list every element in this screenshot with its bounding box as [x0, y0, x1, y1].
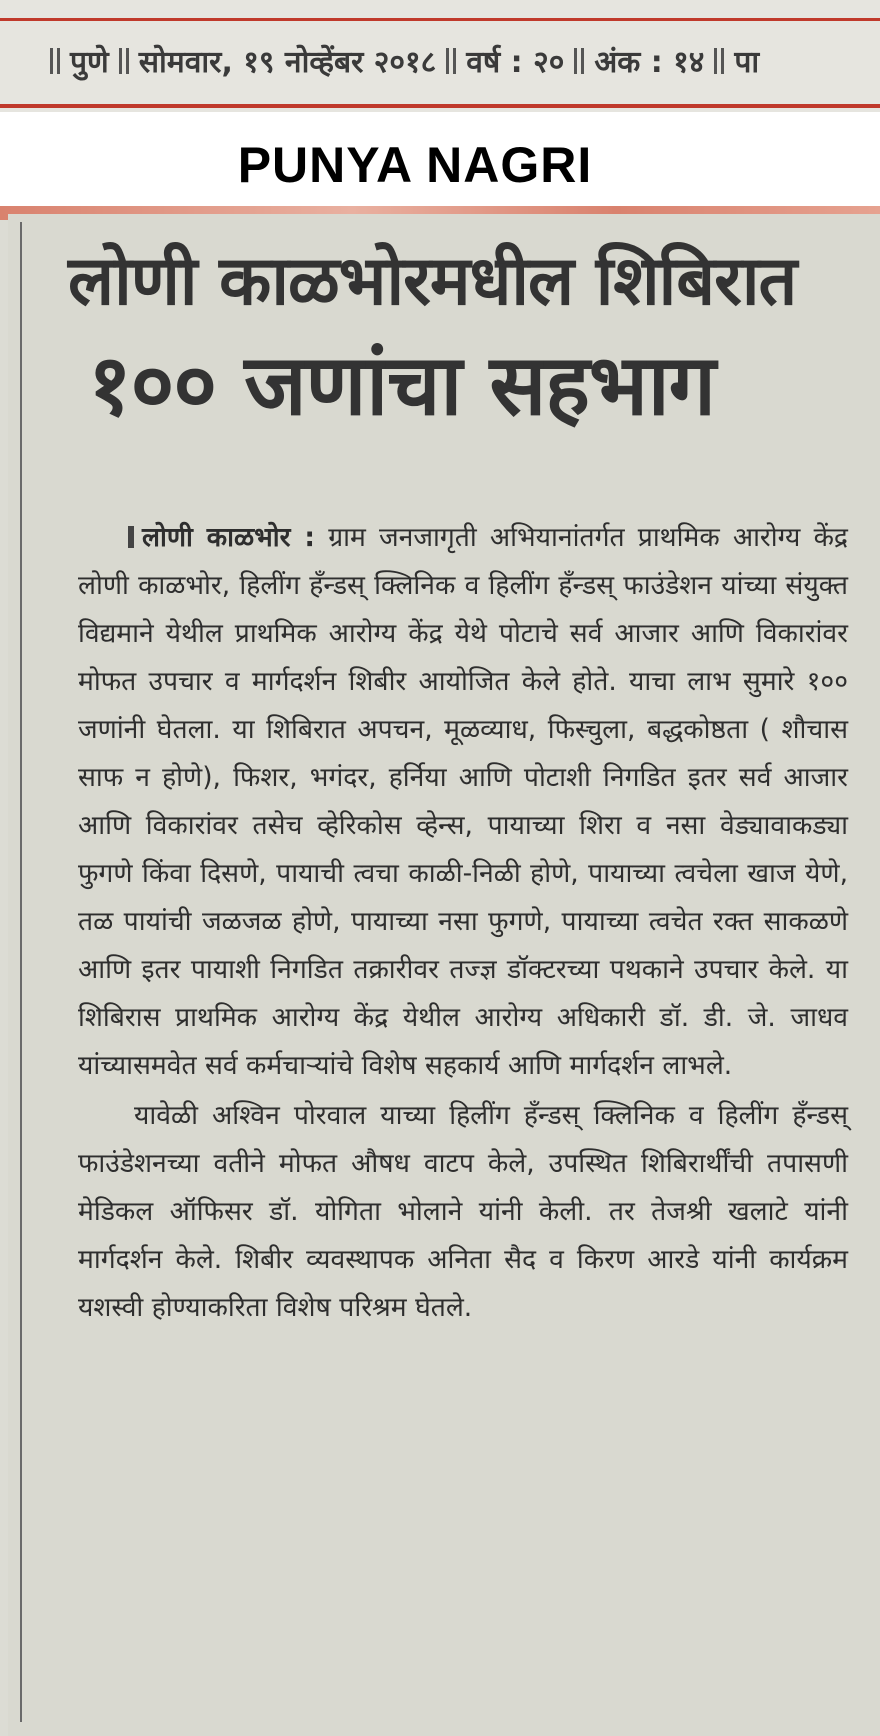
separator-mark: [50, 48, 60, 74]
masthead-page: पा: [734, 45, 760, 80]
separator-mark: [574, 48, 584, 74]
dateline-marker: [128, 526, 134, 548]
masthead: [0, 0, 880, 112]
article-dateline: लोणी काळभोर :: [142, 522, 316, 553]
separator-mark: [446, 48, 456, 74]
headline-line-2: १०० जणांचा सहभाग: [88, 336, 715, 434]
masthead-date: सोमवार, १९ नोव्हेंबर २०१८: [138, 45, 437, 80]
separator-mark: [119, 48, 129, 74]
masthead-top-rule: [0, 18, 880, 21]
masthead-dateline: [40, 40, 880, 81]
masthead-city: पुणे: [70, 45, 109, 80]
article-paragraph-1: [78, 514, 848, 1090]
article-paragraph-2: यावेळी अश्विन पोरवाल याच्या हिलींग हँन्डस् क्लिनिक व हिलींग हँन्डस् फाउंडेशनच्या वतीने मोफत औषध वाटप केले, उपस्थित शिबिरार्थींची तपासणी मेडिकल ऑफिसर डॉ. योगिता भोलाने यांनी केली. तर तेजश्री खलाटे यांनी मार्गदर्शन केले. शिबीर व्यवस्थापक अनिता सैद व किरण आरडे यांनी कार्यक्रम यशस्वी होण्याकरिता विशेष परिश्रम घेतले.: [78, 1100, 848, 1323]
article-clipping: [8, 214, 880, 1736]
headline-line-1: लोणी काळभोरमधील शिबिरात: [68, 242, 797, 321]
masthead-issue: अंक : १४: [594, 45, 705, 80]
masthead-year: वर्ष : २०: [466, 45, 565, 80]
article-body: [78, 514, 848, 1332]
separator-mark: [714, 48, 724, 74]
paragraph-1-text: ग्राम जनजागृती अभियानांतर्गत प्राथमिक आरोग्य केंद्र लोणी काळभोर, हिलींग हँन्डस् क्लिनिक व हिलींग हँन्डस् फाउंडेशन यांच्या संयुक्त विद्यमाने येथील प्राथमिक आरोग्य केंद्र येथे पोटाचे सर्व आजार आणि विकारांवर मोफत उपचार व मार्गदर्शन शिबीर आयोजित केले होते. याचा लाभ सुमारे १०० जणांनी घेतला. या शिबिरात अपचन, मूळव्याध, फिस्चुला, बद्धकोष्ठता ( शौचास साफ न होणे), फिशर, भगंदर, हर्निया आणि पोटाशी निगडित इतर सर्व आजार आणि विकारांवर तसेच व्हेरिकोस व्हेन्स, पायाच्या शिरा व नसा वेड्यावाकड्या फुगणे किंवा दिसणे, पायाची त्वचा काळी-निळी होणे, पायाच्या त्वचेला खाज येणे, तळ पायांची जळजळ होणे, पायाच्या नसा फुगणे, पायाच्या त्वचेत रक्त साकळणे आणि इतर पायाशी निगडित तक्रारीवर तज्ज्ञ डॉक्टरच्या पथकाने उपचार केले. या शिबिरास प्राथमिक आरोग्य केंद्र येथील आरोग्य अधिकारी डॉ. डी. जे. जाधव यांच्यासमवेत सर्व कर्मचाऱ्यांचे विशेष सहकार्य आणि मार्गदर्शन लाभले.: [78, 522, 848, 1081]
masthead-bottom-rule: [0, 104, 880, 108]
column-rule: [20, 222, 22, 1722]
newspaper-label: PUNYA NAGRI: [237, 137, 593, 193]
article-headline: [68, 234, 848, 440]
